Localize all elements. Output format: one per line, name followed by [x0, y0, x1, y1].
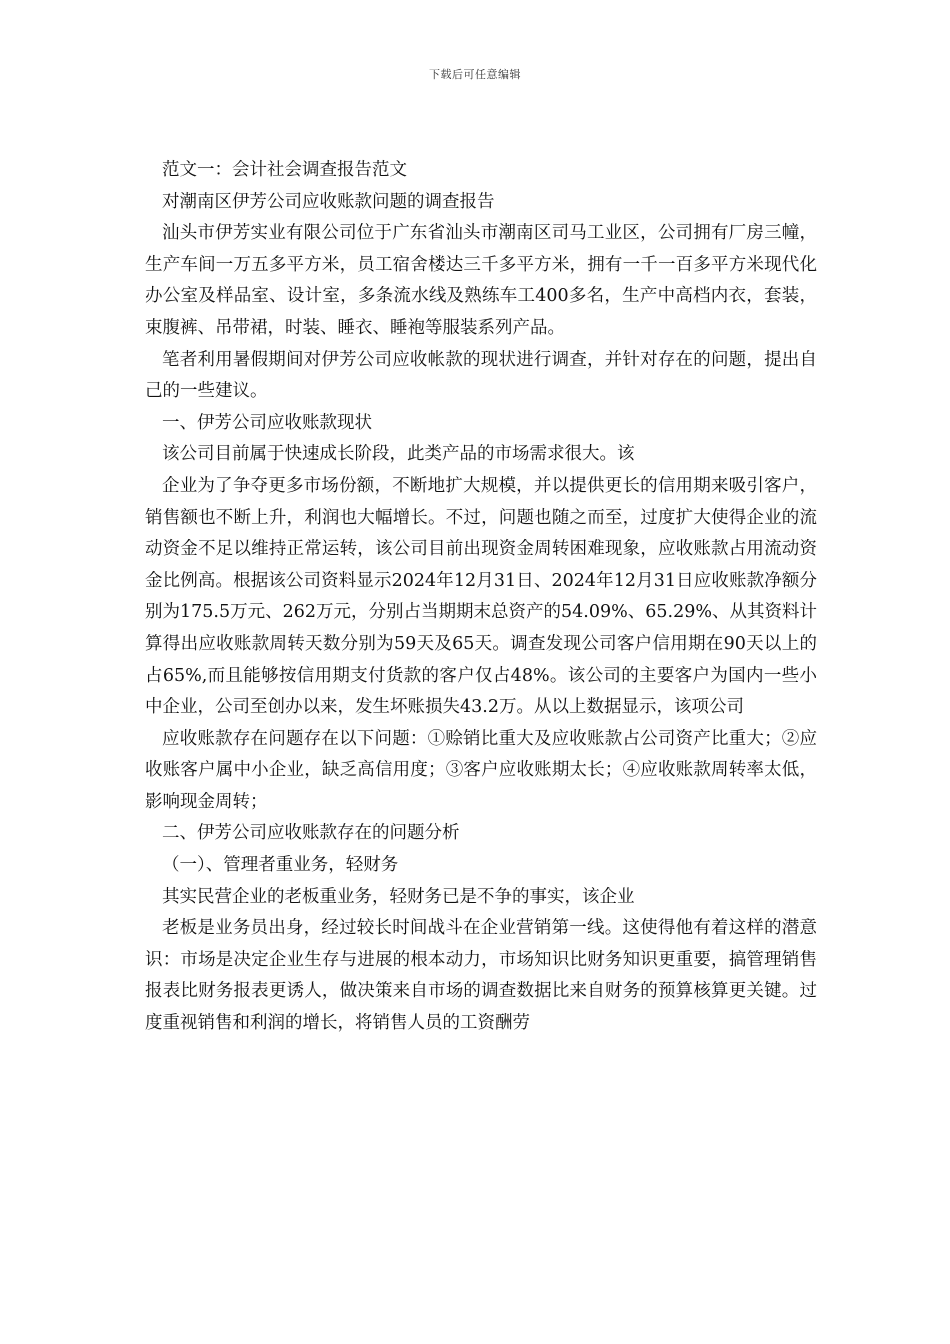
paragraph-owner-background: 老板是业务员出身，经过较长时间战斗在企业营销第一线。这使得他有着这样的潜意识：市场是决定企业生存与进展的根本动力，市场知识比财务知识更重要，搞管理销售报表比财务报表更诱人，做决策来自市场的调查数据比来自财务的预算核算更关键。过度重视销售和利润的增长，将销售人员的工资酬劳 [145, 918, 817, 1034]
heading-section-1: 一、伊芳公司应收账款现状 [162, 412, 372, 433]
paragraph-owner-focus: 其实民营企业的老板重业务，轻财务已是不争的事实，该企业 [162, 886, 635, 907]
heading-section-2: 二、伊芳公司应收账款存在的问题分析 [162, 823, 460, 844]
paragraph-problems-list: 应收账款存在问题存在以下问题：①赊销比重大及应收账款占公司资产比重大；②应收账客户属中小企业，缺乏高信用度；③客户应收账期太长；④应收账款周转率太低，影响现金周转； [145, 728, 817, 812]
header-note: 下载后可任意编辑 [429, 68, 521, 81]
paragraph-purpose: 笔者利用暑假期间对伊芳公司应收帐款的现状进行调查，并针对存在的问题，提出自己的一些建议。 [145, 349, 817, 402]
document-body [145, 155, 817, 1040]
paragraph-company-intro: 汕头市伊芳实业有限公司位于广东省汕头市潮南区司马工业区，公司拥有厂房三幢，生产车间一万五多平方米，员工宿舍楼达三千多平方米，拥有一千一百多平方米现代化办公室及样品室、设计室，多条流水线及熟练车工400多名，生产中高档内衣，套装，束腹裤、吊带裙，时装、睡衣、睡袍等服装系列产品。 [145, 223, 817, 338]
paragraph-receivables-status: 企业为了争夺更多市场份额，不断地扩大规模，并以提供更长的信用期来吸引客户，销售额也不断上升，利润也大幅增长。不过，问题也随之而至，过度扩大使得企业的流动资金不足以维持正常运转，该公司目前出现资金周转困难现象，应收账款占用流动资金比例高。根据该公司资料显示2024年12月31日、2024年12月31日应收账款净额分别为175.5万元、262万元，分别占当期期末总资产的54.09%、65.29%、从其资料计算得出应收账款周转天数分别为59天及65天。调查发现公司客户信用期在90天以上的占65%,而且能够按信用期支付货款的客户仅占48%。该公司的主要客户为国内一些小中企业，公司至创办以来，发生坏账损失43.2万。从以上数据显示，该项公司 [145, 475, 817, 718]
report-title: 对潮南区伊芳公司应收账款问题的调查报告 [162, 191, 495, 212]
paragraph-growth-stage: 该公司目前属于快速成长阶段，此类产品的市场需求很大。该 [162, 444, 635, 465]
heading-subsection-1: （一）、管理者重业务，轻财务 [162, 855, 399, 876]
section-title-example: 范文一：会计社会调查报告范文 [162, 160, 407, 180]
